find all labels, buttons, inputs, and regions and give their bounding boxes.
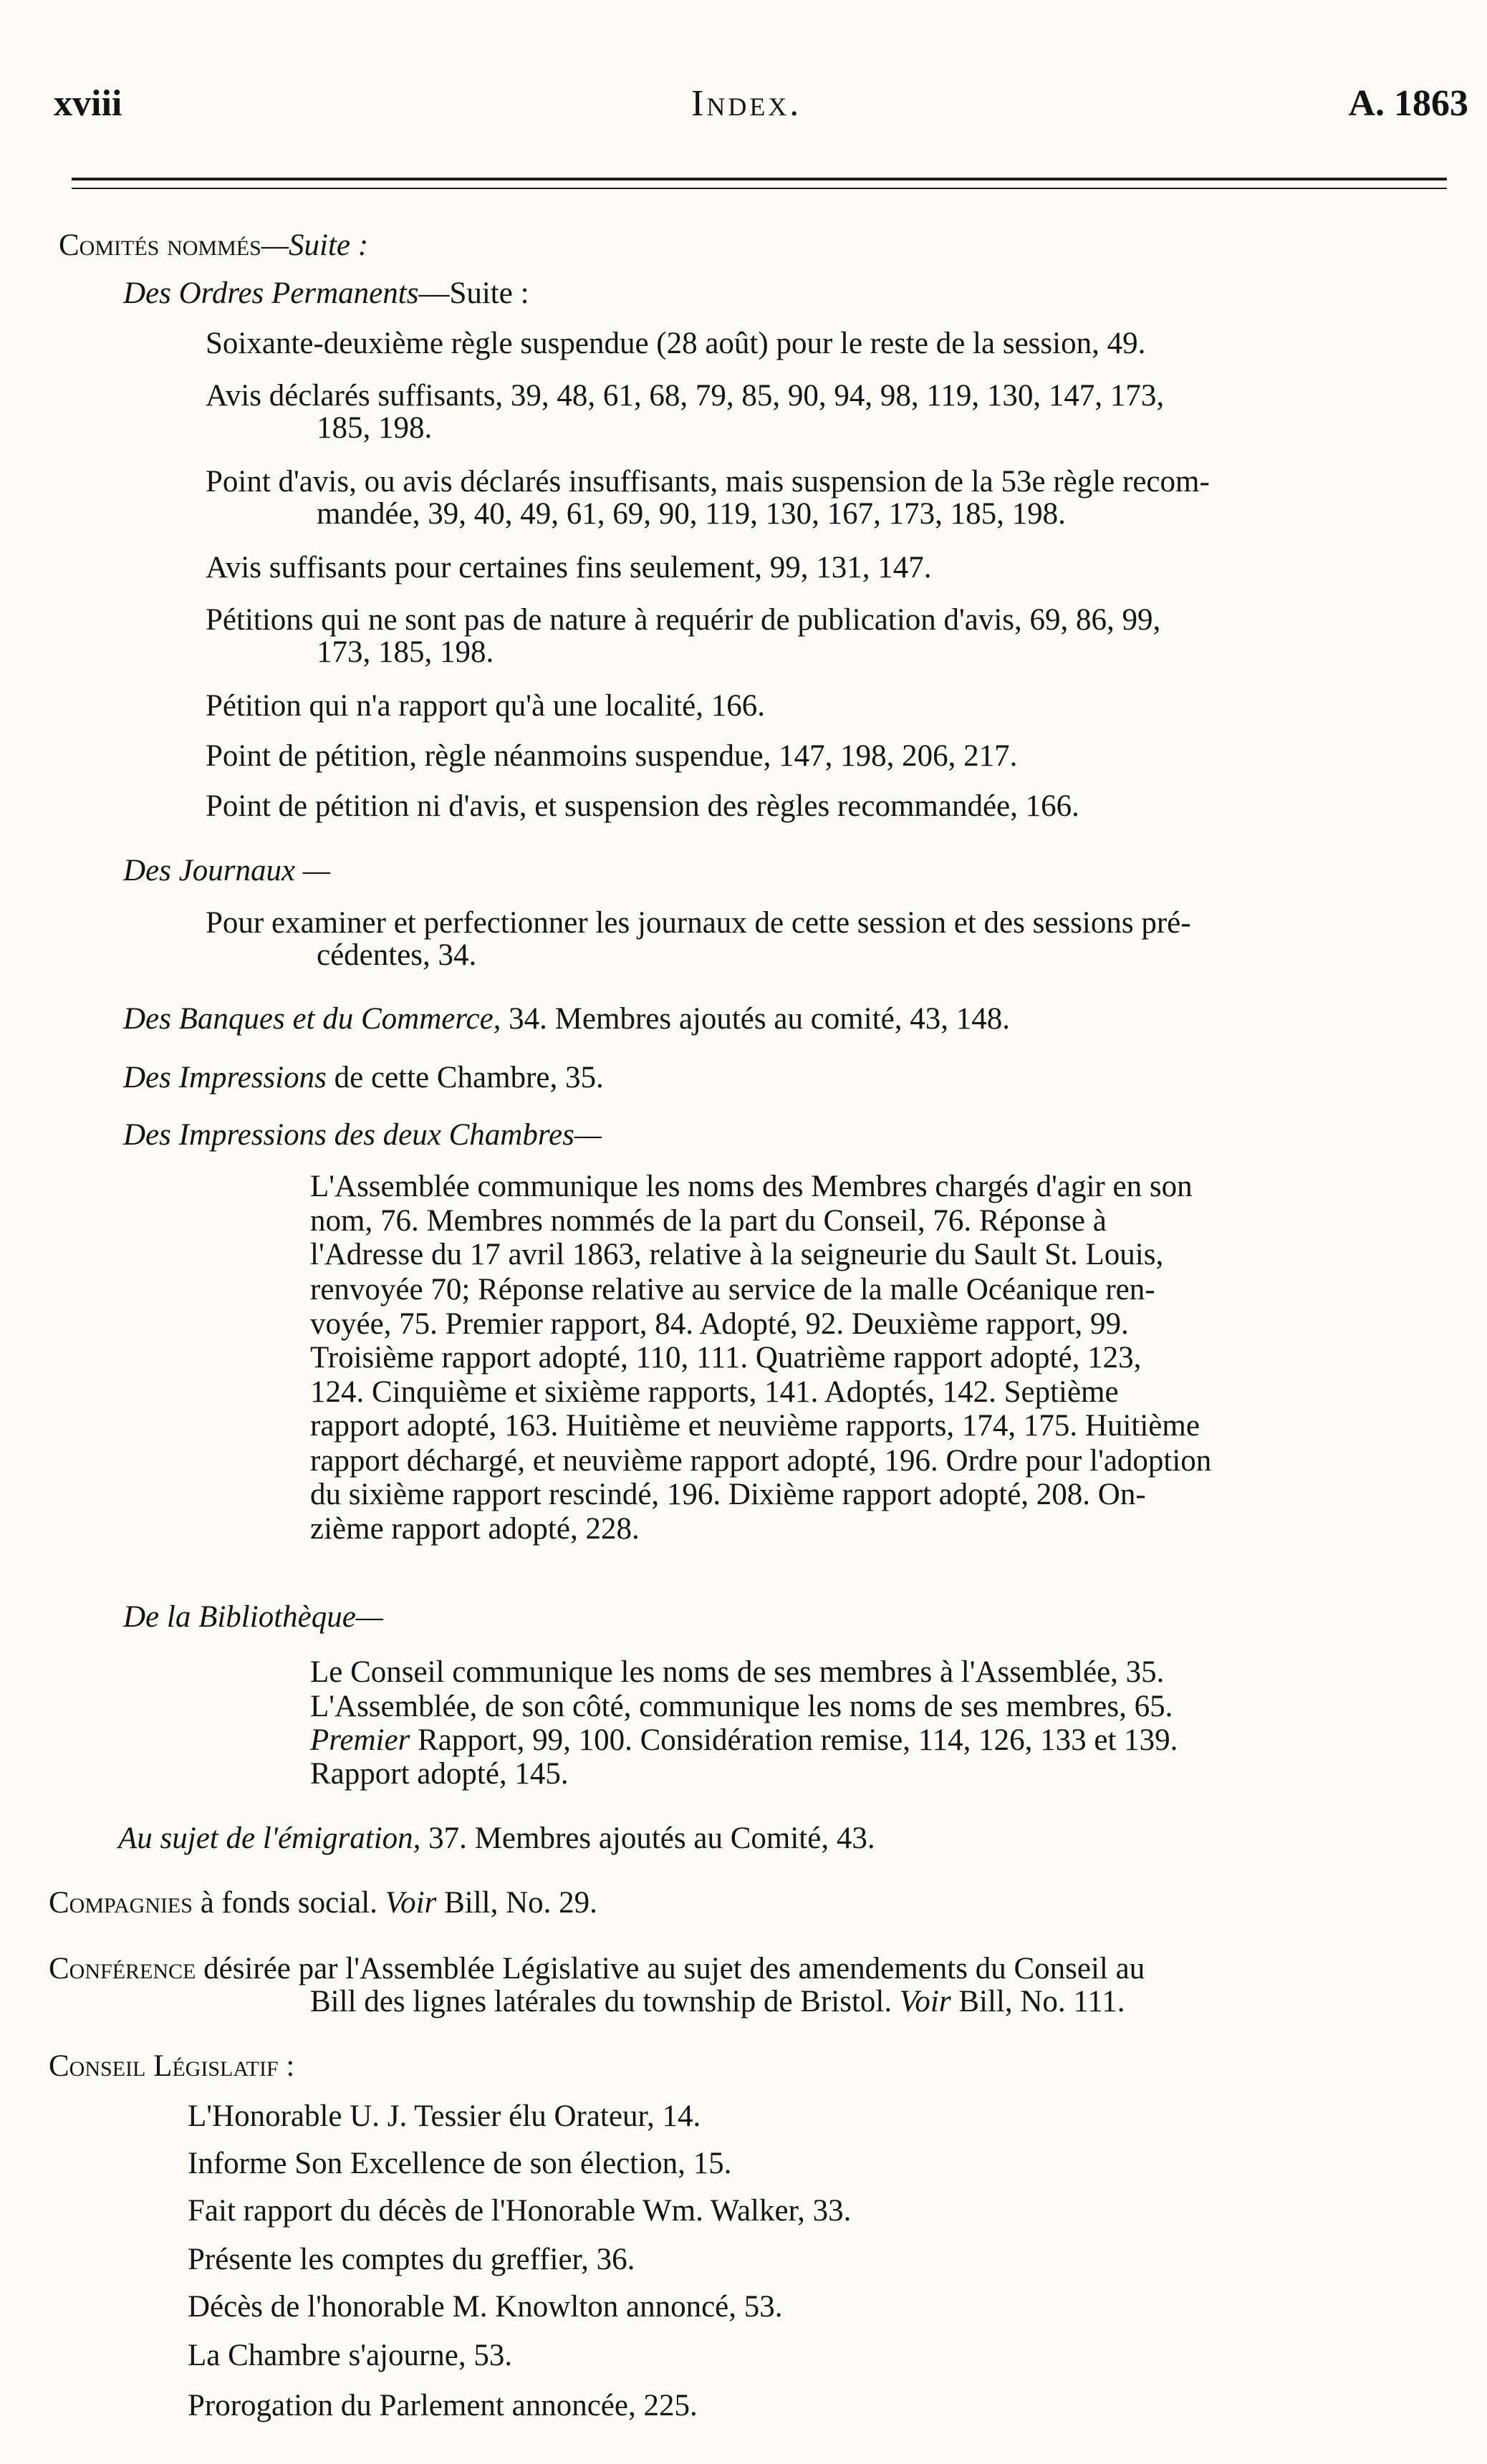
- impressions-heading: Des Impressions: [123, 1061, 327, 1094]
- journaux-heading: Des Journaux —: [123, 854, 331, 887]
- ordres-entry-8: Point de pétition ni d'avis, et suspension des règles recommandée, 166.: [206, 789, 1079, 823]
- deux-chambres-line-5: voyée, 75. Premier rapport, 84. Adopté, 92. Deuxième rapport, 99.: [310, 1307, 1129, 1341]
- bibliotheque-heading: De la Bibliothèque—: [123, 1600, 384, 1634]
- conseil-item-3: Fait rapport du décès de l'Honorable Wm. Walker, 33.: [188, 2194, 852, 2228]
- ordres-entry-5a: Pétitions qui ne sont pas de nature à requérir de publication d'avis, 69, 86, 99,: [206, 603, 1161, 637]
- ordres-heading: [123, 276, 529, 312]
- emigration-text: 37. Membres ajoutés au Comité, 43.: [420, 1821, 875, 1855]
- journaux-entry-1a: Pour examiner et perfectionner les journaux de cette session et des sessions pré-: [206, 906, 1191, 940]
- volume-year: A. 1863: [1348, 83, 1468, 124]
- deux-chambres-line-3: l'Adresse du 17 avril 1863, relative à la seigneurie du Sault St. Louis,: [310, 1238, 1164, 1271]
- bibliotheque-line-2: L'Assemblée, de son côté, communique les noms de ses membres, 65.: [310, 1690, 1173, 1723]
- ordres-entry-3a: Point d'avis, ou avis déclarés insuffisants, mais suspension de la 53e règle recom-: [206, 465, 1210, 499]
- conseil-item-7: Prorogation du Parlement annoncée, 225.: [188, 2389, 698, 2422]
- ordres-entry-6: Pétition qui n'a rapport qu'à une localité, 166.: [206, 689, 765, 723]
- conference-entry-b: [310, 1984, 1125, 2020]
- page-number: xviii: [54, 83, 122, 124]
- deux-chambres-line-1: L'Assemblée communique les noms des Membres chargés d'agir en son: [310, 1170, 1193, 1203]
- comites-heading-suite: —Suite :: [261, 228, 369, 262]
- deux-chambres-heading: Des Impressions des deux Chambres—: [123, 1118, 602, 1152]
- page-header: [54, 82, 1468, 140]
- bibliotheque-line-3: [310, 1723, 1178, 1758]
- deux-chambres-line-6: Troisième rapport adopté, 110, 111. Quatrième rapport adopté, 123,: [310, 1341, 1142, 1375]
- deux-chambres-line-7: 124. Cinquième et sixième rapports, 141. Adoptés, 142. Septième: [310, 1375, 1119, 1409]
- conference-text-a: désirée par l'Assemblée Législative au sujet des amendements du Conseil au: [196, 1952, 1145, 1986]
- ordres-heading-text: Des Ordres Permanents: [123, 276, 419, 310]
- conference-ref: Bill, No. 111.: [951, 1985, 1125, 2018]
- banques-entry: [123, 1001, 1010, 1037]
- compagnies-entry: [49, 1885, 597, 1921]
- comites-heading-text: Comités nommés: [59, 228, 261, 262]
- impressions-entry: [123, 1060, 604, 1096]
- ordres-entry-1: Soixante-deuxième règle suspendue (28 août) pour le reste de la session, 49.: [206, 327, 1146, 360]
- header-rule-thin: [72, 188, 1447, 189]
- ordres-entry-7: Point de pétition, règle néanmoins suspendue, 147, 198, 206, 217.: [206, 739, 1018, 773]
- comites-heading: [59, 228, 368, 264]
- deux-chambres-line-10: du sixième rapport rescindé, 196. Dixième rapport adopté, 208. On-: [310, 1478, 1146, 1511]
- ordres-entry-4: Avis suffisants pour certaines fins seulement, 99, 131, 147.: [206, 551, 932, 584]
- bibliotheque-line-3-text: Rapport, 99, 100. Considération remise, 114, 126, 133 et 139.: [418, 1723, 1178, 1757]
- conference-voir: Voir: [899, 1985, 951, 2018]
- ordres-heading-suite: —Suite :: [418, 276, 529, 310]
- conseil-item-5: Décès de l'honorable M. Knowlton annoncé, 53.: [188, 2290, 783, 2324]
- ordres-entry-5b: 173, 185, 198.: [317, 635, 494, 669]
- deux-chambres-line-4: renvoyée 70; Réponse relative au service de la malle Océanique ren-: [310, 1273, 1155, 1306]
- conseil-item-4: Présente les comptes du greffier, 36.: [188, 2243, 635, 2276]
- emigration-entry: [118, 1821, 875, 1857]
- conseil-item-6: La Chambre s'ajourne, 53.: [188, 2339, 513, 2372]
- compagnies-heading: Compagnies: [49, 1886, 193, 1920]
- compagnies-voir: Voir: [385, 1886, 437, 1920]
- banques-text: 34. Membres ajoutés au comité, 43, 148.: [501, 1002, 1010, 1036]
- emigration-heading: Au sujet de l'émigration,: [118, 1821, 421, 1855]
- deux-chambres-line-2: nom, 76. Membres nommés de la part du Conseil, 76. Réponse à: [310, 1204, 1107, 1238]
- header-rule-thick: [72, 178, 1447, 181]
- conseil-item-2: Informe Son Excellence de son élection, 15.: [188, 2147, 732, 2180]
- impressions-text: de cette Chambre, 35.: [326, 1061, 604, 1094]
- conseil-heading: Conseil Législatif :: [49, 2049, 295, 2083]
- conference-heading: Conférence: [49, 1952, 196, 1986]
- ordres-entry-2b: 185, 198.: [317, 411, 433, 445]
- conference-text-b: Bill des lignes latérales du township de Bristol.: [310, 1985, 900, 2018]
- deux-chambres-line-11: zième rapport adopté, 228.: [310, 1512, 640, 1546]
- ordres-entry-3b: mandée, 39, 40, 49, 61, 69, 90, 119, 130, 167, 173, 185, 198.: [317, 497, 1066, 531]
- ordres-entry-2a: Avis déclarés suffisants, 39, 48, 61, 68, 79, 85, 90, 94, 98, 119, 130, 147, 173,: [206, 379, 1165, 413]
- deux-chambres-line-8: rapport adopté, 163. Huitième et neuvième rapports, 174, 175. Huitième: [310, 1409, 1200, 1443]
- journaux-entry-1b: cédentes, 34.: [317, 938, 477, 972]
- deux-chambres-line-9: rapport déchargé, et neuvième rapport adopté, 196. Ordre pour l'adoption: [310, 1444, 1212, 1478]
- conseil-item-1: L'Honorable U. J. Tessier élu Orateur, 14.: [188, 2099, 701, 2133]
- conference-entry-a: [49, 1951, 1145, 1987]
- bibliotheque-line-4: Rapport adopté, 145.: [310, 1757, 569, 1791]
- bibliotheque-premier: Premier: [310, 1723, 410, 1757]
- banques-heading: Des Banques et du Commerce,: [123, 1002, 501, 1036]
- compagnies-text: à fonds social.: [192, 1886, 385, 1920]
- page-title: Index.: [691, 83, 802, 124]
- bibliotheque-line-1: Le Conseil communique les noms de ses membres à l'Assemblée, 35.: [310, 1655, 1165, 1689]
- compagnies-ref: Bill, No. 29.: [436, 1886, 597, 1920]
